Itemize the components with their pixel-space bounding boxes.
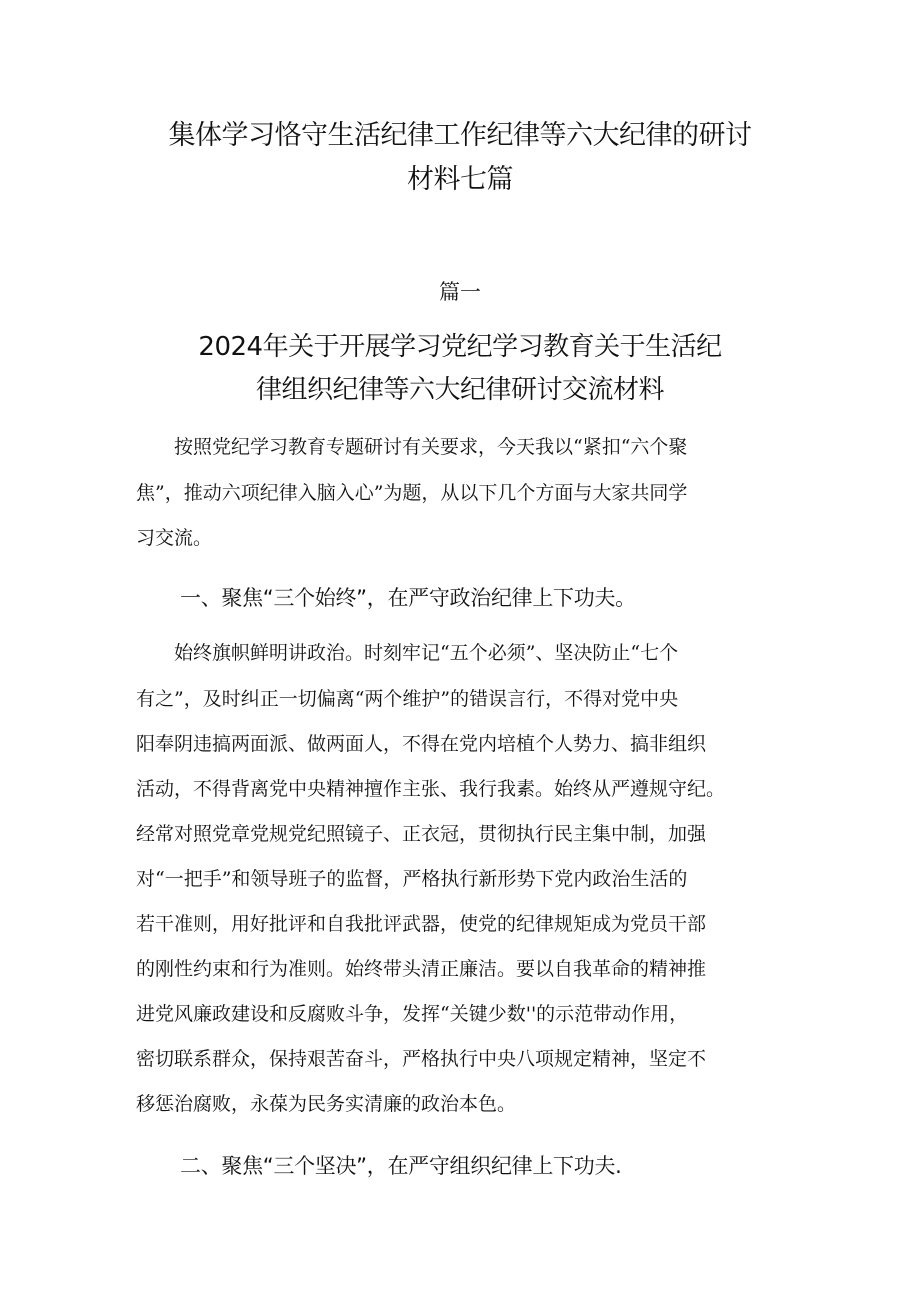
para-1-line-6: 对“一把手”和领导班子的监督，严格执行新形势下党内政治生活的 — [136, 868, 688, 890]
para-1-line-7: 若干准则，用好批评和自我批评武器，使党的纪律规矩成为党员干部 — [136, 913, 707, 935]
intro-line-1: 按照党纪学习教育专题研讨有关要求，今天我以“紧扣“六个聚 — [136, 436, 688, 458]
para-1-line-5: 经常对照党章党规党纪照镜子、正衣冠，贯彻执行民主集中制，加强 — [136, 823, 707, 845]
para-1-line-3: 阳奉阴违搞两面派、做两面人，不得在党内培植个人势力、搞非组织 — [136, 733, 707, 755]
para-1-line-10: 密切联系群众，保持艰苦奋斗，严格执行中央八项规定精神，坚定不 — [136, 1048, 707, 1070]
para-1-line-11: 移惩治腐败，永葆为民务实清廉的政治本色。 — [136, 1093, 517, 1115]
intro-line-3: 习交流。 — [136, 527, 213, 549]
para-1-line-9: 进党风廉政建设和反腐败斗争，发挥“关键少数''的示范带动作用， — [136, 1003, 689, 1025]
para-1-line-2: 有之”，及时纠正一切偏离“两个维护”的错误言行，不得对党中央 — [136, 688, 679, 710]
subtitle-line-2: 律组织纪律等六大纪律研讨交流材料 — [255, 375, 664, 405]
para-1-line-8: 的刚性约束和行为准则。始终带头清正廉洁。要以自我革命的精神推 — [136, 958, 707, 980]
document-title-line-2: 材料七篇 — [407, 164, 513, 195]
document-title-line-1: 集体学习恪守生活纪律工作纪律等六大纪律的研讨 — [168, 120, 752, 151]
para-1-line-4: 活动，不得背离党中央精神擅作主张、我行我素。始终从严遵规守纪。 — [136, 778, 726, 800]
intro-line-2: 焦”，推动六项纪律入脑入心”为题，从以下几个方面与大家共同学 — [136, 482, 688, 504]
subtitle-line-1: 2024年关于开展学习党纪学习教育关于生活纪 — [198, 332, 722, 362]
section-heading-2: 二、聚焦“三个坚决”，在严守组织纪律上下功夫. — [180, 1154, 622, 1178]
para-1-line-1: 始终旗帜鲜明讲政治。时刻牢记“五个必须”、坚决防止“七个 — [136, 642, 679, 664]
section-heading-1: 一、聚焦“三个始终”，在严守政治纪律上下功夫。 — [180, 586, 636, 610]
section-label: 篇一 — [439, 280, 481, 304]
